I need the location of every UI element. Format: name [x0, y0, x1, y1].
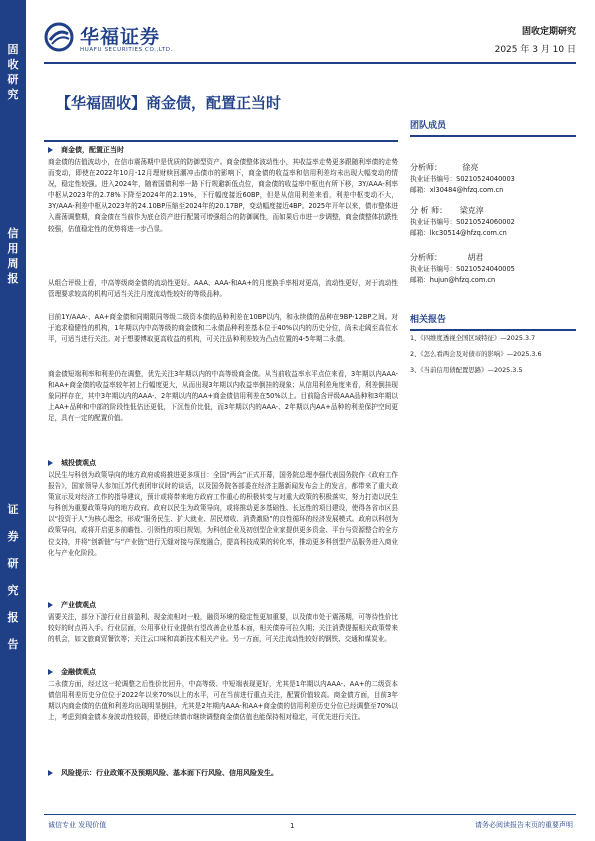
paragraph-4: 商金债短端利率和利差仍在调整，优先关注3年期以内的中高等级商金债。从当前收益率水平点位来看，3年期以内AAA-和AA+商金债的收益率较年初上行幅度更大，从而出现3年期以内收益率倒挂的现象；从信用利差角度来看，利差倒挂现象同样存在，其中3年期以内的AAA-、2年期以内的AA+商金债信用利差在50%以上。目前隐含评级AAA品种和3年期以上AA+品种和中部的阶段性低估还更低，下沉性价比低，而3年期以内的AAA-、2年期以内AA+品种的利差保护空间更足，具有一定的配置价值。: [48, 370, 398, 423]
related-report-link[interactable]: 2、《怎么看两会及对债市的影响》—2025.3.6: [410, 350, 542, 358]
main-content: [44, 140, 398, 800]
analyst-email[interactable]: xl30484@hfzq.com.cn: [429, 185, 504, 194]
analyst-card: 分析师： 徐亮 执业证书编号：S0210524040003 邮箱：xl30484@hfzq.com.cn: [410, 163, 515, 194]
bullet-icon: [48, 602, 53, 608]
risk-warning: 风险提示：行业政策不及预期风险、基本面下行风险、信用风险发生。: [48, 768, 278, 778]
logo-text-cn: 华福证券: [80, 26, 161, 48]
side-label-bottom: 证 券 研 究 报 告: [7, 503, 19, 651]
related-reports-panel: [410, 312, 576, 331]
related-reports-list: [410, 332, 576, 376]
team-panel: [410, 118, 576, 137]
analyst-card: 分 析 师： 梁克淳 执业证书编号：S0210524060002 邮箱：lkc30514@hfzq.com.cn: [410, 206, 515, 237]
footer-disclaimer: 请务必阅读报告末页的重要声明: [475, 821, 573, 829]
side-strip: [0, 0, 26, 841]
logo-text-en: HUAFU SECURITIES CO.,LTD.: [80, 47, 173, 53]
page-title: 【华福固收】商金债，配置正当时: [56, 94, 282, 112]
bullet-icon: [48, 147, 53, 153]
side-label-top: 固 收 研 究: [7, 43, 19, 101]
paragraph-2: 从组合评级上看，中高等级商金债的流动性更好。AAA、AAA-和AA+的月度换手率相对更高，流动性更好，对于流动性管理要求较高的机构可适当关注月度流动性较好的等级品种。: [48, 279, 398, 299]
section-heading-4: 金融债观点: [48, 667, 96, 677]
header-divider: [44, 62, 576, 64]
team-heading: 团队成员: [410, 121, 447, 131]
analyst-name: 梁克淳: [459, 206, 484, 215]
analyst-email[interactable]: lkc30514@hfzq.com.cn: [429, 228, 507, 237]
page-header: [44, 18, 576, 58]
side-label-middle: 信 用 周 报: [7, 227, 19, 285]
main-divider: [44, 140, 398, 142]
paragraph-3: 目前1Y/AAA-、AA+商金债和同期限同等级二级资本债的品种利差在10BP以内，和永续债的品种在9BP-12BP之间。对于追求稳健性的机构，1年期以内中高等级的商金债和二永债品种利差基本位于40%以内的历史分位，尚未走阔至高位水平，可适当进行关注。对于想要博取更高收益的机构，可关注品种利差较为凸点位置的4-5年期二永债。: [48, 313, 398, 344]
page-number: 1: [290, 822, 295, 830]
paragraph-6: 需要关注，部分下游行业目前盈利、现金流相对一般，融资环境的稳定性更加重要，以及债市处于震荡期，可等待性价比较好的时点再入手。行业层面，公用事业行业提供有望改善企业基本面，相关债券可拉久期；关注消费提振相关政策带来的机会，如文旅商贸餐饮等；关注云口味和高新技术相关产业。另一方面，可关注流动性较好的钢铁、交通和煤炭业。: [48, 613, 398, 644]
logo-icon: [44, 22, 74, 52]
section-heading-1: 商金债，配置正当时: [48, 145, 124, 155]
analyst-name: 胡君: [467, 253, 484, 262]
report-type: 固收定期研究: [521, 27, 576, 37]
paragraph-7: 二永债方面，经过这一轮调整之后性价比回升，中高等级、中短端表现更好，尤其是1年期以内AAA-、AA+的二级资本债信用利差历史分位位于2022年以来70%以上的水平，可在当前进行重点关注，配置价值较高。商金债方面，目前3年期以内商金债的估值和利差均出现明显倒挂，尤其是2年期内AAA-和AA+商金债的信用利差历史分位已经调整至70%以上，考虑到商金债本身波动性较弱，即使后续债市继续调整商金债估值也能保持相对稳定，可优先进行关注。: [48, 680, 398, 722]
bullet-icon: [48, 770, 53, 776]
footer-divider: [44, 814, 576, 815]
related-divider: [410, 329, 576, 331]
analyst-name: 徐亮: [462, 163, 479, 172]
related-report-link[interactable]: 1、《四维度透视全国区域特征》—2025.3.7: [410, 334, 536, 342]
footer-slogan: 诚信专业 发现价值: [48, 821, 107, 829]
paragraph-1: 商金债的估值波动小，在信市震荡期中是优质的防御型资产。商金债整体波动性小，其收益率走势更多跟随利率债的走势而变动，即使在2022年10月-12月理财赎回潮冲击债市的影响下，商金债的收益率和信用利差均未出现大幅变动的情况，稳定性较强。进入2024年，随着国债利率一路下行规避新低点位，商金债的收益率中枢也有所下移，3Y/AAA-利率中枢从2023年的2.78%下降至2024年的2.19%，下行幅度接近60BP，但是从信用利差来看，利差中枢变动不大，3Y/AAA-利差中枢从2023年的24.10BP压缩至2024年的20.17BP，变动幅度接近4BP。2025年开年以来，债市整体进入震荡调整期，商金债在当前作为底仓资产进行配置可增强组合的防御属性，而如果后市进一步调整，商金债整体抗跌性较强，估值稳定性的优势将进一步凸显。: [48, 158, 398, 233]
bullet-icon: [48, 669, 53, 675]
section-heading-2: 城投债观点: [48, 458, 96, 468]
company-logo: [44, 18, 224, 58]
bullet-icon: [48, 460, 53, 466]
related-heading: 相关报告: [410, 315, 447, 325]
analyst-card: 分析师： 胡君 执业证书编号：S0210524040005 邮箱：hujun@hfzq.com.cn: [410, 253, 515, 284]
report-date: 2025 年 3 月 10 日: [494, 45, 576, 55]
analyst-email[interactable]: hujun@hfzq.com.cn: [429, 275, 496, 284]
paragraph-5: 以民生与科创为政策导向的地方政府或将推进更多项目：全国“两会”正式开幕，国务院总理李强代表国务院作《政府工作报告》，国家领导人参加江苏代表团审议时的谈话，以及国务院各部委在经济主题新闻发布会上的发言，都带来了重大政策宣示及对经济工作的指导建议，预计或将带来地方政府工作重心的积极转变与对重大政策的积极落实，努力打造以民生与科创为重要政策导向的地方政府。政府以民生为政策导向，或将推动更多基础性、长远性的项目建设，使得各省市区县以“投资于人”为核心理念，形成“服务民生、扩大就业、居民增收、消费激励”的良性循环的经济发展模式。政府以科创为政策导向，或将开启更多前瞻性、引领性的项目规划，为科创企业及初创型企业家提供更多资金、平台与资源整合的全方位支持，并将“创新链”与“产业链”进行无缝对接与深度融合，提高科技成果的转化率，推动更多科创型产品服务进入商业化与产业化阶段。: [48, 471, 398, 557]
section-heading-3: 产业债观点: [48, 600, 96, 610]
team-divider: [410, 135, 576, 137]
related-report-link[interactable]: 3、《当前信用债配置思路》—2025.3.5: [410, 366, 523, 374]
